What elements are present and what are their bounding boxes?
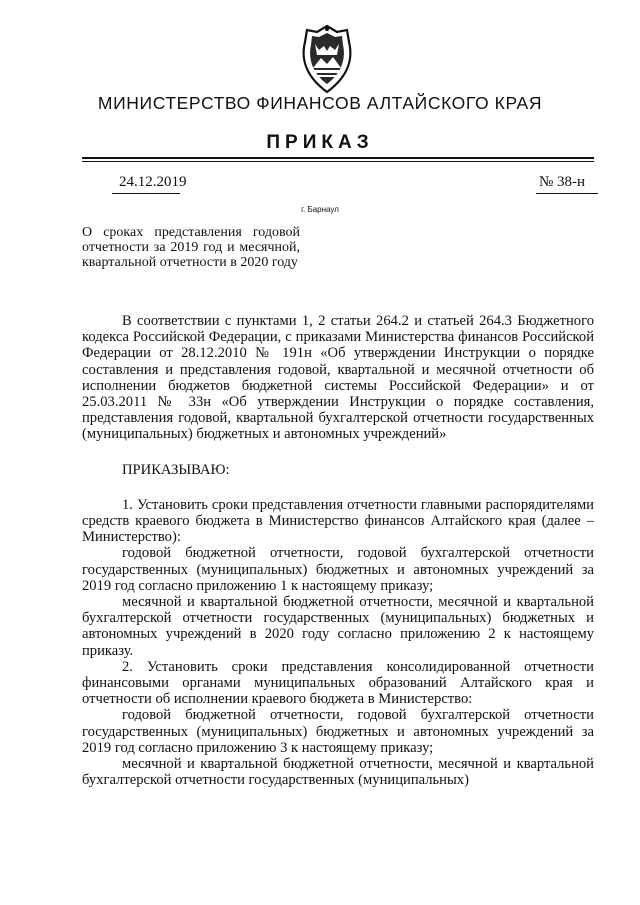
paragraph-2: 2. Установить сроки представления консолидированной отчетности финансовыми органами муниципальных образований Алтайского края и отчетности об исполнении краевого бюджета в Министерство: bbox=[82, 658, 594, 708]
paragraph-2-item-2: месячной и квартальной бюджетной отчетности, месячной и квартальной бухгалтерской отчетности государственных (муниципальных) bbox=[82, 756, 594, 789]
order-number: № 38-н bbox=[539, 174, 586, 190]
city: г. Барнаул bbox=[301, 205, 339, 214]
paragraph-1-item-1: годовой бюджетной отчетности, годовой бухгалтерской отчетности государственных (муниципальных) бюджетных и автономных учреждений за 2019 год согласно приложению 1 к настоящему приказу; bbox=[82, 545, 594, 594]
paragraph-1-item-2: месячной и квартальной бюджетной отчетности, месячной и квартальной бухгалтерской отчетности государственных (муниципальных) бюджетных и автономных учреждений в 2020 году согласно приложению 2 к настоящему приказу. bbox=[82, 594, 594, 659]
number-underline bbox=[536, 193, 598, 194]
order-subject: О сроках представления годовой отчетности за 2019 год и месячной, квартальной отчетности в 2020 году bbox=[82, 225, 300, 270]
header-divider-thin bbox=[82, 161, 594, 162]
order-date: 24.12.2019 bbox=[119, 174, 187, 190]
coat-of-arms-emblem bbox=[297, 24, 357, 94]
ministry-name: МИНИСТЕРСТВО ФИНАНСОВ АЛТАЙСКОГО КРАЯ bbox=[97, 93, 543, 113]
paragraph-1: 1. Установить сроки представления отчетности главными распорядителями средств краевого бюджета в Министерство финансов Алтайского края (далее – Министерство): bbox=[82, 496, 594, 546]
document-title: ПРИКАЗ bbox=[266, 132, 374, 153]
order-body bbox=[82, 313, 594, 788]
order-word: ПРИКАЗЫВАЮ: bbox=[122, 461, 230, 478]
preamble-paragraph: В соответствии с пунктами 1, 2 статьи 264.2 и статьей 264.3 Бюджетного кодекса Российской Федерации, с приказами Министерства финансов Российской Федерации от 28.12.2010 № 191н «Об утверждении Инструкции о порядке составления и представления годовой, квартальной и месячной отчетности об исполнении бюджетов бюджетной системы Российской Федерации» и от 25.03.2011 № 33н «Об утверждении Инструкции о порядке составления, представления годовой, квартальной бухгалтерской отчетности государственных (муниципальных) бюджетных и автономных учреждений» bbox=[82, 313, 594, 443]
header-divider bbox=[82, 157, 594, 159]
paragraph-2-item-1: годовой бюджетной отчетности, годовой бухгалтерской отчетности государственных (муниципальных) бюджетных и автономных учреждений за 2019 год согласно приложению 3 к настоящему приказу; bbox=[82, 707, 594, 756]
date-underline bbox=[112, 193, 180, 194]
